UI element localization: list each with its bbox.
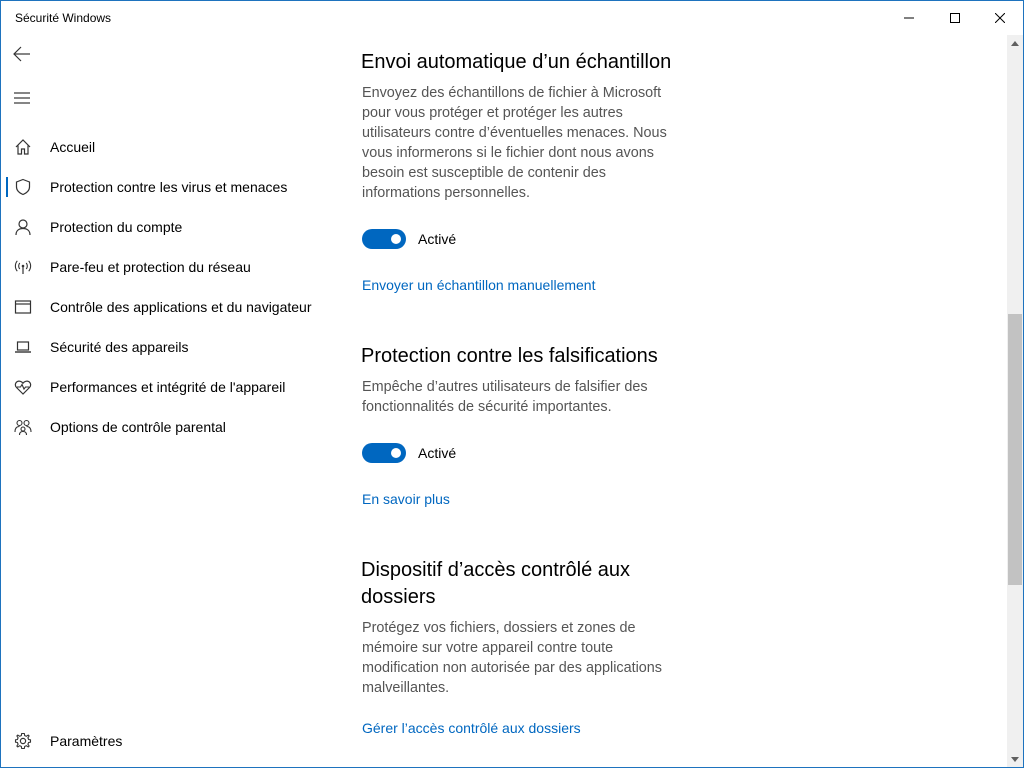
hamburger-icon — [14, 92, 30, 104]
sidebar-item-settings[interactable] — [1, 721, 341, 761]
description-line: Protégez vos fichiers, dossiers et zones de — [362, 620, 636, 636]
manage-controlled-folder-access-link[interactable]: Gérer l’accès contrôlé aux dossiers — [362, 720, 581, 736]
home-icon — [13, 137, 33, 157]
sample-submission-title: Envoi automatique d’un échantillon — [361, 51, 672, 73]
sidebar-item-firewall[interactable] — [1, 247, 341, 287]
title-line: dossiers — [361, 586, 436, 608]
toggle-state-label: Activé — [418, 445, 457, 461]
description-line: modification non autorisée par des applications — [362, 660, 662, 676]
scrollbar-thumb[interactable] — [1008, 314, 1022, 585]
description-line: malveillantes. — [362, 680, 450, 696]
sidebar-item-home[interactable] — [1, 127, 341, 167]
sidebar-item-app-browser-control[interactable] — [1, 287, 341, 327]
person-icon — [13, 217, 33, 237]
sidebar-item-label: Contrôle des applications et du navigateur — [50, 299, 312, 315]
sidebar-item-label: Accueil — [50, 139, 96, 155]
sample-submission-toggle-row — [362, 228, 456, 250]
description-line: pour vous protéger et protéger les autres — [362, 105, 623, 121]
selection-indicator — [6, 177, 8, 197]
maximize-icon — [950, 13, 960, 23]
sidebar-item-label: Protection du compte — [50, 219, 183, 235]
tamper-protection-toggle[interactable] — [362, 443, 406, 463]
back-arrow-icon — [13, 46, 31, 62]
chevron-up-icon — [1011, 41, 1019, 46]
tamper-protection-toggle-row — [362, 442, 456, 464]
back-button[interactable] — [5, 39, 39, 69]
description-line: Envoyez des échantillons de fichier à Microsoft — [362, 85, 662, 101]
chevron-down-icon — [1011, 757, 1019, 762]
shield-icon — [13, 177, 33, 197]
controlled-folder-access-description — [362, 618, 692, 698]
sidebar-item-account-protection[interactable] — [1, 207, 341, 247]
close-button[interactable] — [977, 1, 1023, 35]
learn-more-link[interactable]: En savoir plus — [362, 491, 450, 507]
sidebar-item-device-performance[interactable] — [1, 367, 341, 407]
scroll-down-button[interactable] — [1007, 751, 1023, 767]
description-line: besoin est susceptible de contenir des — [362, 165, 606, 181]
minimize-button[interactable] — [886, 1, 932, 35]
description-line: Empêche d’autres utilisateurs de falsifier des — [362, 379, 648, 395]
submit-sample-manually-link[interactable]: Envoyer un échantillon manuellement — [362, 277, 596, 293]
sidebar-item-label: Options de contrôle parental — [50, 419, 226, 435]
toggle-state-label: Activé — [418, 231, 457, 247]
gear-icon — [13, 731, 33, 751]
title-line: Dispositif d’accès contrôlé aux — [361, 559, 631, 581]
sidebar-item-virus-protection[interactable] — [1, 167, 341, 207]
sidebar-item-label: Protection contre les virus et menaces — [50, 179, 288, 195]
vertical-scrollbar[interactable] — [1007, 35, 1023, 767]
maximize-button[interactable] — [932, 1, 978, 35]
heart-pulse-icon — [13, 377, 33, 397]
sidebar-item-label: Performances et intégrité de l'appareil — [50, 379, 286, 395]
hamburger-menu-button[interactable] — [5, 84, 39, 112]
sidebar-item-label: Pare-feu et protection du réseau — [50, 259, 251, 275]
description-line: utilisateurs contre d’éventuelles menaces. Nous — [362, 125, 667, 141]
wifi-antenna-icon — [13, 257, 33, 277]
description-line: informations personnelles. — [362, 185, 530, 201]
laptop-icon — [13, 337, 33, 357]
scroll-up-button[interactable] — [1007, 35, 1023, 51]
browser-window-icon — [13, 297, 33, 317]
sample-submission-description — [362, 83, 692, 203]
settings-label: Paramètres — [50, 733, 123, 749]
sidebar-item-device-security[interactable] — [1, 327, 341, 367]
toggle-knob — [391, 448, 401, 458]
controlled-folder-access-title — [361, 557, 691, 611]
description-line: fonctionnalités de sécurité importantes. — [362, 399, 612, 415]
family-icon — [13, 417, 33, 437]
close-icon — [995, 13, 1005, 23]
tamper-protection-description — [362, 377, 692, 417]
minimize-icon — [904, 13, 914, 23]
title-bar — [1, 1, 1023, 35]
toggle-knob — [391, 234, 401, 244]
window-title: Sécurité Windows — [15, 11, 112, 25]
sidebar-item-label: Sécurité des appareils — [50, 339, 189, 355]
description-line: vous informerons si le fichier dont nous avons — [362, 145, 654, 161]
description-line: mémoire sur votre appareil contre toute — [362, 640, 614, 656]
sidebar-item-family-options[interactable] — [1, 407, 341, 447]
sidebar-nav — [1, 127, 341, 447]
tamper-protection-title: Protection contre les falsifications — [361, 345, 658, 367]
sample-submission-toggle[interactable] — [362, 229, 406, 249]
